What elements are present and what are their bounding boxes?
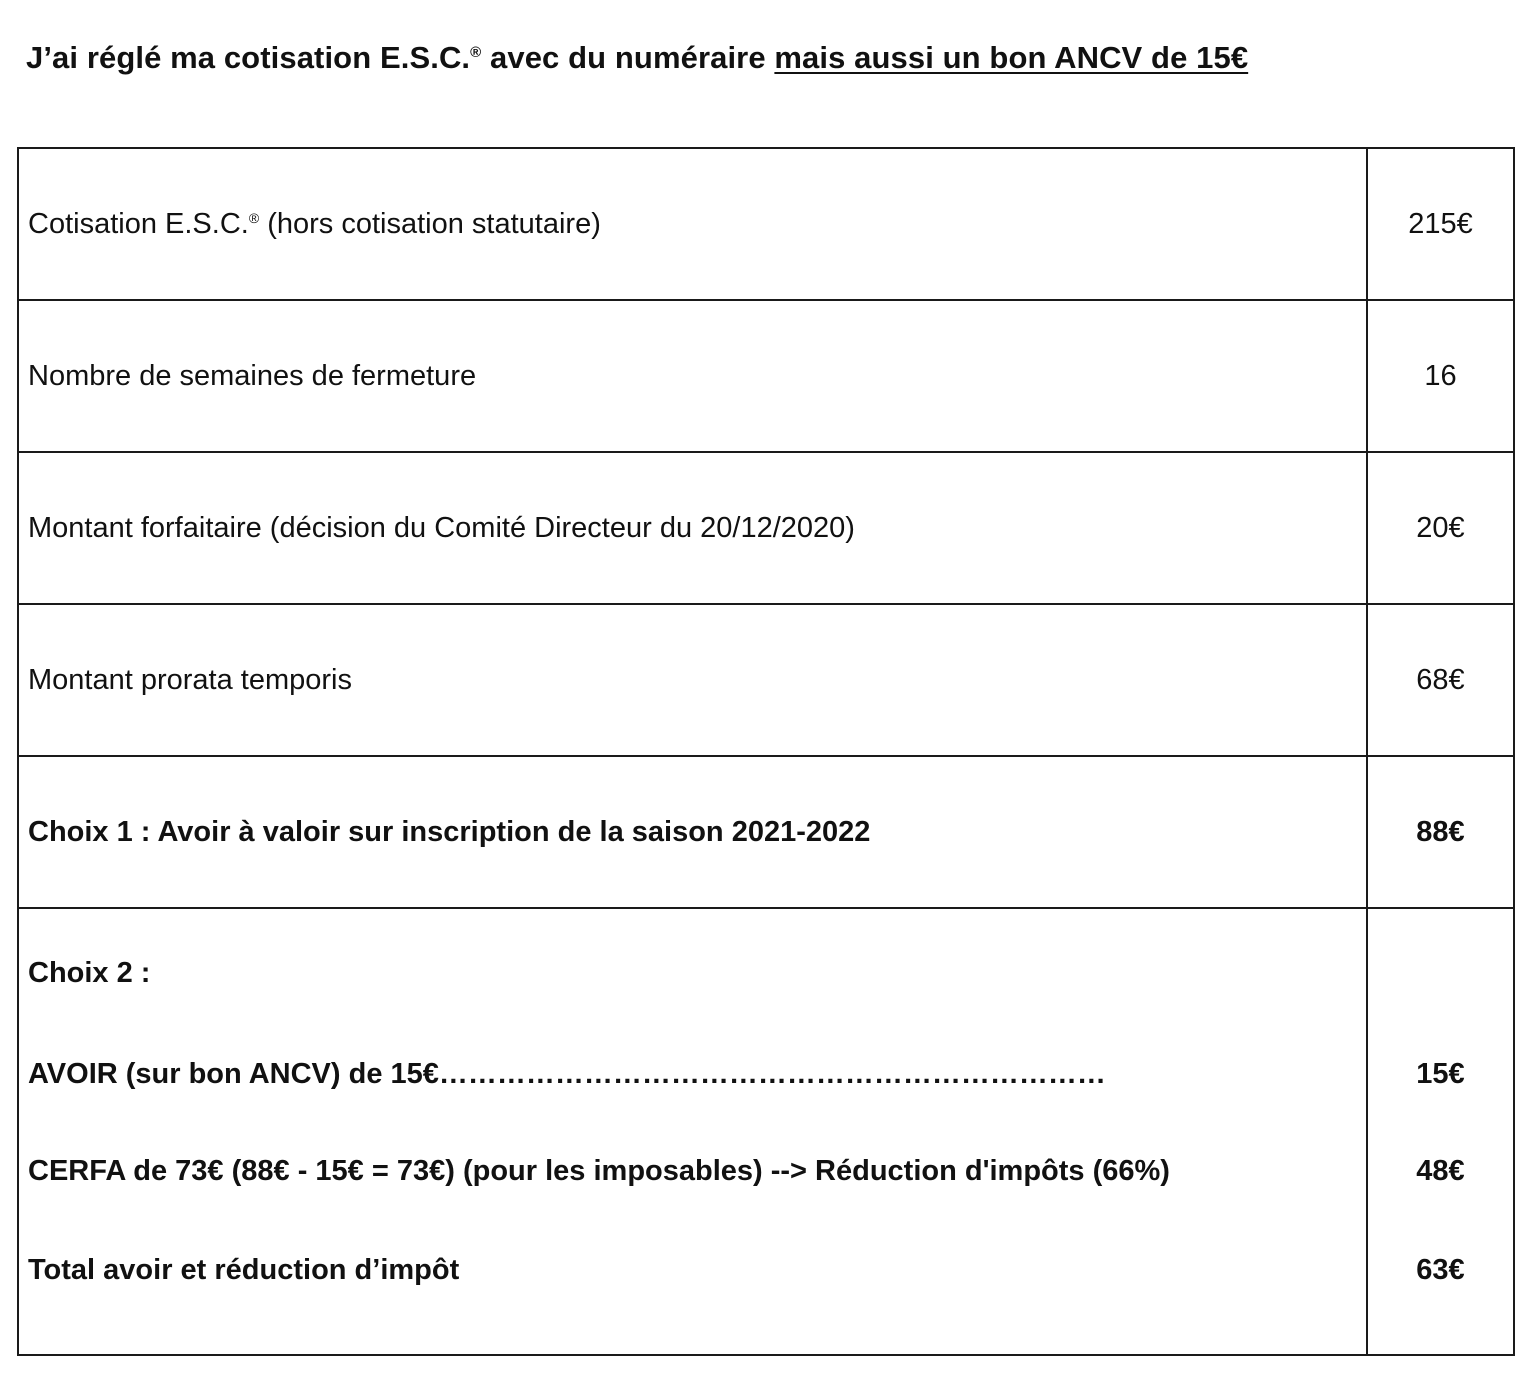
row-value-choix1: 88€ (1367, 756, 1514, 908)
choix2-avoir-value: 15€ (1416, 1058, 1465, 1090)
choix2-total-label: Total avoir et réduction d’impôt (28, 1254, 460, 1286)
table-row (18, 300, 1514, 452)
table-row (18, 452, 1514, 604)
row-value-prorata: 68€ (1367, 604, 1514, 756)
heading-underlined: mais aussi un bon ANCV de 15€ (774, 40, 1249, 75)
row-value-semaines: 16 (1367, 300, 1514, 452)
registered-mark: ® (248, 209, 260, 226)
choix2-cerfa-value: 48€ (1416, 1155, 1465, 1187)
row-label-prorata: Montant prorata temporis (18, 604, 1367, 756)
choix2-total-value: 63€ (1416, 1254, 1465, 1286)
choix2-values (1367, 908, 1514, 1355)
choix2-labels (18, 908, 1367, 1355)
row-value-cotisation: 215€ (1367, 148, 1514, 300)
table-row (18, 148, 1514, 300)
registered-mark: ® (470, 44, 482, 61)
choix2-avoir-label: AVOIR (sur bon ANCV) de 15€…………………………………………………………… (28, 1058, 1106, 1090)
table-row (18, 756, 1514, 908)
row-label-cotisation: Cotisation E.S.C.® (hors cotisation statutaire) (18, 148, 1367, 300)
heading-middle: avec du numéraire (481, 40, 775, 75)
heading-prefix: J’ai réglé ma cotisation E.S.C. (26, 40, 471, 75)
row-label-forfaitaire: Montant forfaitaire (décision du Comité Directeur du 20/12/2020) (18, 452, 1367, 604)
row-value-forfaitaire: 20€ (1367, 452, 1514, 604)
choix2-title: Choix 2 : (28, 957, 151, 989)
row-label-semaines: Nombre de semaines de fermeture (18, 300, 1367, 452)
summary-table (17, 147, 1515, 1356)
choix2-cerfa-label: CERFA de 73€ (88€ - 15€ = 73€) (pour les imposables) --> Réduction d'impôts (66%) (28, 1155, 1170, 1187)
table-row-choix2 (18, 908, 1514, 1355)
page-heading (26, 40, 1248, 76)
table-row (18, 604, 1514, 756)
row-label-choix1: Choix 1 : Avoir à valoir sur inscription de la saison 2021-2022 (18, 756, 1367, 908)
